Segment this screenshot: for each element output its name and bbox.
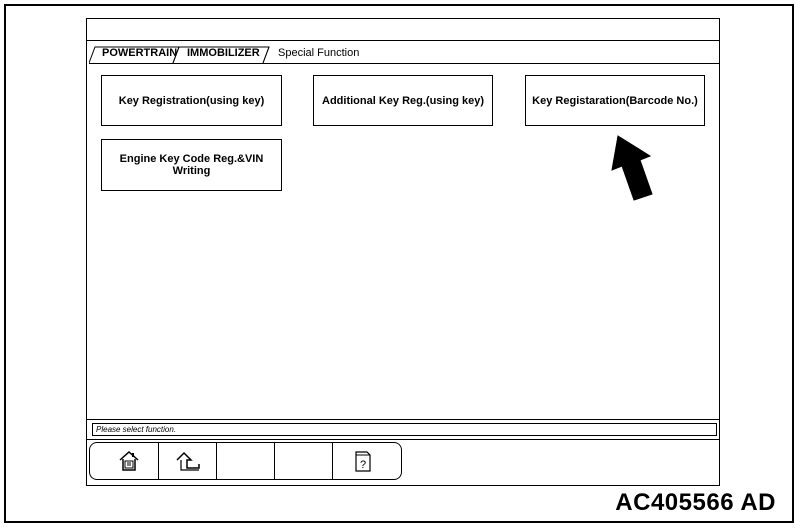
breadcrumb-special-function: Special Function [278, 47, 360, 59]
pointer-arrow-icon [600, 132, 662, 208]
content-separator [87, 419, 719, 420]
key-registration-label: Key Registration(using key) [118, 94, 265, 107]
breadcrumb [89, 45, 719, 64]
title-bar [87, 19, 719, 41]
additional-key-reg-label: Additional Key Reg.(using key) [322, 94, 484, 107]
status-bar [92, 423, 717, 436]
key-registration-button[interactable] [101, 75, 282, 126]
help-icon [353, 449, 373, 473]
toolbar-separator [87, 439, 719, 440]
breadcrumb-powertrain[interactable]: POWERTRAIN [102, 47, 178, 59]
key-registration-barcode-button[interactable] [525, 75, 705, 126]
home-button[interactable] [99, 442, 159, 480]
status-message: Please select function. [96, 425, 177, 434]
toolbar-empty-button-2[interactable] [274, 442, 333, 480]
toolbar-empty-button-1[interactable] [216, 442, 275, 480]
key-registration-barcode-label: Key Registaration(Barcode No.) [532, 94, 698, 107]
bottom-toolbar [89, 442, 402, 480]
svg-text:?: ? [359, 459, 366, 471]
toolbar-right-cap [388, 442, 402, 480]
engine-key-code-vin-button[interactable] [101, 139, 282, 191]
help-button[interactable] [332, 442, 392, 480]
back-icon [175, 450, 201, 472]
figure-code: AC405566 AD [615, 489, 776, 516]
engine-key-code-vin-label: Engine Key Code Reg.&VIN Writing [119, 153, 264, 177]
home-icon [117, 449, 141, 473]
back-button[interactable] [158, 442, 217, 480]
breadcrumb-immobilizer[interactable]: IMMOBILIZER [187, 47, 260, 59]
app-window [86, 18, 720, 486]
breadcrumb-tab-outline [89, 45, 719, 64]
additional-key-reg-button[interactable] [313, 75, 493, 126]
